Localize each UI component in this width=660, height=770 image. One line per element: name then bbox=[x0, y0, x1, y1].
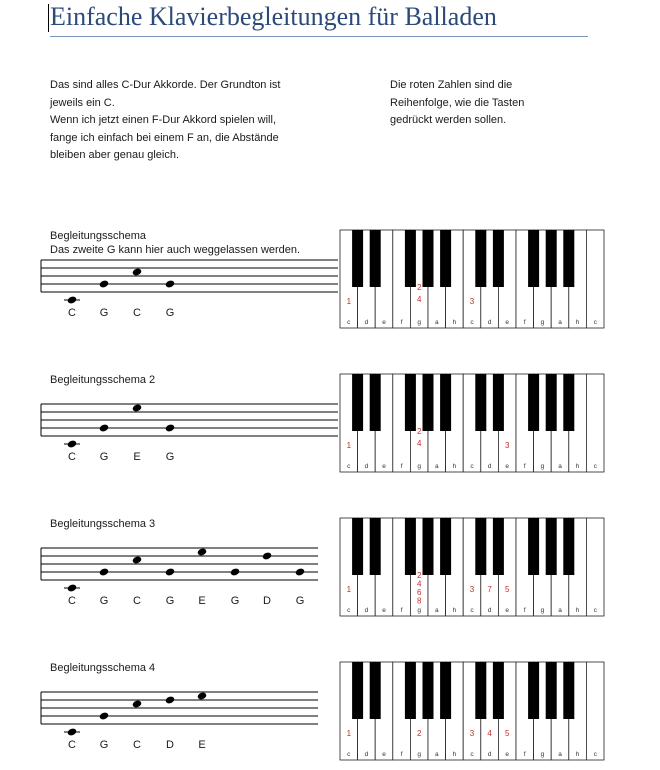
key-label: d bbox=[364, 319, 369, 326]
scheme-label-line: Begleitungsschema 2 bbox=[50, 374, 156, 386]
black-key bbox=[493, 374, 504, 431]
order-number: 4 bbox=[487, 729, 492, 738]
order-number: 4 bbox=[416, 439, 422, 448]
key-label: h bbox=[452, 607, 457, 614]
intro-left-line: fange ich einfach bei einem F an, die Abstände bbox=[50, 131, 279, 144]
key-label: e bbox=[382, 319, 386, 326]
note-name-label: E bbox=[198, 739, 206, 751]
black-key bbox=[546, 230, 557, 287]
note-name-label: D bbox=[263, 595, 271, 607]
key-label: f bbox=[400, 751, 403, 758]
note-head bbox=[99, 423, 109, 432]
key-label: e bbox=[505, 319, 510, 326]
intro-right-line: Reihenfolge, wie die Tasten bbox=[390, 96, 525, 109]
key-label: g bbox=[417, 319, 422, 326]
black-key bbox=[563, 662, 574, 719]
key-label: f bbox=[523, 463, 526, 470]
order-number: 2 bbox=[416, 283, 422, 292]
note-name-label: C bbox=[68, 595, 76, 607]
white-key bbox=[586, 662, 604, 760]
key-label: a bbox=[434, 607, 439, 614]
note-name-label: G bbox=[99, 595, 109, 607]
key-label: d bbox=[487, 463, 492, 470]
piano-keyboard bbox=[340, 518, 604, 616]
key-label: c bbox=[593, 607, 597, 614]
black-key bbox=[493, 518, 504, 575]
black-key bbox=[370, 374, 381, 431]
order-number: 4 bbox=[416, 579, 422, 589]
black-key bbox=[475, 518, 486, 575]
key-label: d bbox=[364, 607, 369, 614]
order-number: 5 bbox=[504, 585, 510, 594]
key-label: g bbox=[540, 751, 545, 758]
key-label: f bbox=[400, 319, 403, 326]
note-name-label: G bbox=[99, 739, 109, 751]
note-name-label: G bbox=[165, 595, 175, 607]
black-key bbox=[423, 374, 434, 431]
key-label: d bbox=[364, 463, 369, 470]
piano-keyboard bbox=[340, 662, 604, 760]
black-key bbox=[475, 374, 486, 431]
note-name-label: G bbox=[230, 595, 240, 607]
black-key bbox=[405, 518, 416, 575]
black-key bbox=[440, 662, 451, 719]
note-head bbox=[165, 279, 175, 288]
black-key bbox=[423, 230, 434, 287]
black-key bbox=[352, 662, 363, 719]
key-label: d bbox=[364, 751, 369, 758]
black-key bbox=[423, 518, 434, 575]
key-label: a bbox=[558, 463, 562, 470]
scheme-label-line: Begleitungsschema 4 bbox=[50, 662, 156, 674]
order-number: 2 bbox=[416, 571, 422, 580]
black-key bbox=[370, 518, 381, 575]
key-label: h bbox=[575, 319, 580, 326]
scheme-label-line: Das zweite G kann hier auch weggelassen werden. bbox=[50, 244, 301, 256]
note-name-label: C bbox=[133, 739, 141, 751]
key-label: e bbox=[382, 463, 386, 470]
key-label: a bbox=[558, 607, 562, 614]
order-number: 3 bbox=[469, 729, 475, 738]
white-key bbox=[586, 230, 604, 328]
intro-right-line: Die roten Zahlen sind die bbox=[390, 79, 513, 91]
note-name-label: C bbox=[68, 451, 76, 463]
key-label: e bbox=[505, 607, 510, 614]
key-label: f bbox=[523, 319, 526, 326]
note-head bbox=[67, 439, 77, 448]
piano-keyboard bbox=[340, 374, 604, 472]
black-key bbox=[370, 662, 381, 719]
key-label: e bbox=[505, 463, 510, 470]
note-head bbox=[295, 567, 305, 576]
key-label: d bbox=[487, 607, 492, 614]
key-label: a bbox=[434, 751, 439, 758]
order-number: 2 bbox=[416, 729, 422, 738]
note-head bbox=[197, 547, 207, 556]
intro-right-line: gedrückt werden sollen. bbox=[390, 114, 507, 126]
key-label: e bbox=[505, 751, 510, 758]
key-label: g bbox=[540, 463, 545, 470]
order-number: 4 bbox=[416, 295, 422, 304]
black-key bbox=[563, 230, 574, 287]
scheme-3 bbox=[41, 518, 604, 616]
order-number: 6 bbox=[416, 588, 422, 597]
black-key bbox=[563, 374, 574, 431]
note-name-label: E bbox=[198, 595, 206, 607]
black-key bbox=[528, 662, 539, 719]
black-key bbox=[546, 662, 557, 719]
intro-left-line: jeweils ein C. bbox=[50, 96, 115, 109]
black-key bbox=[352, 518, 363, 575]
order-number: 1 bbox=[346, 729, 352, 738]
note-name-label: G bbox=[295, 595, 305, 607]
black-key bbox=[546, 374, 557, 431]
black-key bbox=[475, 662, 486, 719]
note-head bbox=[165, 423, 175, 432]
scheme-2 bbox=[41, 374, 604, 472]
black-key bbox=[528, 518, 539, 575]
note-name-label: G bbox=[99, 451, 109, 463]
black-key bbox=[493, 230, 504, 287]
note-name-label: D bbox=[166, 739, 174, 751]
order-number: 8 bbox=[416, 596, 422, 606]
order-number: 3 bbox=[504, 441, 510, 450]
order-number: 3 bbox=[469, 297, 475, 306]
black-key bbox=[423, 662, 434, 719]
key-label: c bbox=[347, 751, 351, 758]
black-key bbox=[528, 374, 539, 431]
key-label: g bbox=[417, 607, 422, 614]
note-head bbox=[99, 711, 109, 720]
key-label: c bbox=[470, 607, 474, 614]
key-label: h bbox=[575, 463, 580, 470]
note-head bbox=[132, 555, 142, 564]
note-head bbox=[165, 567, 175, 576]
scheme-4 bbox=[41, 662, 604, 760]
black-key bbox=[563, 518, 574, 575]
key-label: g bbox=[417, 751, 422, 758]
page-title: Einfache Klavierbegleitungen für Balladen bbox=[50, 2, 497, 31]
order-number: 5 bbox=[504, 729, 510, 738]
order-number: 1 bbox=[346, 297, 352, 306]
note-name-label: G bbox=[165, 451, 175, 463]
note-name-label: G bbox=[99, 307, 109, 319]
black-key bbox=[352, 230, 363, 287]
note-head bbox=[67, 583, 77, 592]
key-label: c bbox=[347, 463, 351, 470]
key-label: f bbox=[400, 463, 403, 470]
note-head bbox=[262, 551, 272, 560]
note-head bbox=[132, 699, 142, 708]
key-label: g bbox=[540, 607, 545, 614]
white-key bbox=[586, 374, 604, 472]
order-number: 3 bbox=[469, 585, 475, 594]
key-label: h bbox=[452, 751, 457, 758]
intro-left-line: Wenn ich jetzt einen F-Dur Akkord spielen will, bbox=[50, 114, 277, 126]
intro-left-line: bleiben aber genau gleich. bbox=[50, 149, 180, 161]
key-label: a bbox=[558, 319, 562, 326]
key-label: e bbox=[382, 751, 386, 758]
key-label: c bbox=[593, 319, 597, 326]
note-head bbox=[197, 691, 207, 700]
order-number: 2 bbox=[416, 427, 422, 436]
key-label: f bbox=[400, 607, 403, 614]
key-label: h bbox=[452, 319, 457, 326]
note-head bbox=[230, 567, 240, 576]
key-label: c bbox=[347, 607, 351, 614]
note-head bbox=[132, 403, 142, 412]
white-key bbox=[586, 518, 604, 616]
black-key bbox=[475, 230, 486, 287]
note-head bbox=[67, 295, 77, 304]
black-key bbox=[440, 374, 451, 431]
black-key bbox=[370, 230, 381, 287]
black-key bbox=[405, 662, 416, 719]
key-label: h bbox=[575, 607, 580, 614]
key-label: c bbox=[470, 751, 474, 758]
scheme-label-line: Begleitungsschema 3 bbox=[50, 518, 156, 530]
black-key bbox=[405, 230, 416, 287]
scheme-label-line: Begleitungsschema bbox=[50, 230, 147, 242]
piano-keyboard bbox=[340, 230, 604, 328]
key-label: c bbox=[347, 319, 351, 326]
order-number: 1 bbox=[346, 585, 352, 594]
black-key bbox=[546, 518, 557, 575]
note-head bbox=[165, 695, 175, 704]
key-label: d bbox=[487, 751, 492, 758]
intro-left-line: Das sind alles C-Dur Akkorde. Der Grundton ist bbox=[50, 79, 281, 91]
black-key bbox=[352, 374, 363, 431]
order-number: 1 bbox=[346, 441, 352, 450]
black-key bbox=[493, 662, 504, 719]
key-label: e bbox=[382, 607, 386, 614]
note-head bbox=[99, 567, 109, 576]
key-label: d bbox=[487, 319, 492, 326]
note-name-label: G bbox=[165, 307, 175, 319]
key-label: c bbox=[593, 463, 597, 470]
key-label: a bbox=[558, 751, 562, 758]
note-head bbox=[67, 727, 77, 736]
key-label: g bbox=[417, 463, 422, 470]
black-key bbox=[528, 230, 539, 287]
key-label: c bbox=[470, 463, 474, 470]
key-label: a bbox=[434, 463, 439, 470]
key-label: c bbox=[470, 319, 474, 326]
note-name-label: C bbox=[68, 307, 76, 319]
black-key bbox=[440, 230, 451, 287]
black-key bbox=[440, 518, 451, 575]
note-head bbox=[132, 267, 142, 276]
key-label: h bbox=[452, 463, 457, 470]
note-head bbox=[99, 279, 109, 288]
key-label: h bbox=[575, 751, 580, 758]
key-label: f bbox=[523, 751, 526, 758]
note-name-label: E bbox=[133, 451, 141, 463]
note-name-label: C bbox=[133, 595, 141, 607]
key-label: a bbox=[434, 319, 439, 326]
black-key bbox=[405, 374, 416, 431]
key-label: f bbox=[523, 607, 526, 614]
order-number: 7 bbox=[487, 585, 492, 594]
scheme-1 bbox=[41, 230, 604, 328]
note-name-label: C bbox=[68, 739, 76, 751]
note-name-label: C bbox=[133, 307, 141, 319]
key-label: g bbox=[540, 319, 545, 326]
key-label: c bbox=[593, 751, 597, 758]
